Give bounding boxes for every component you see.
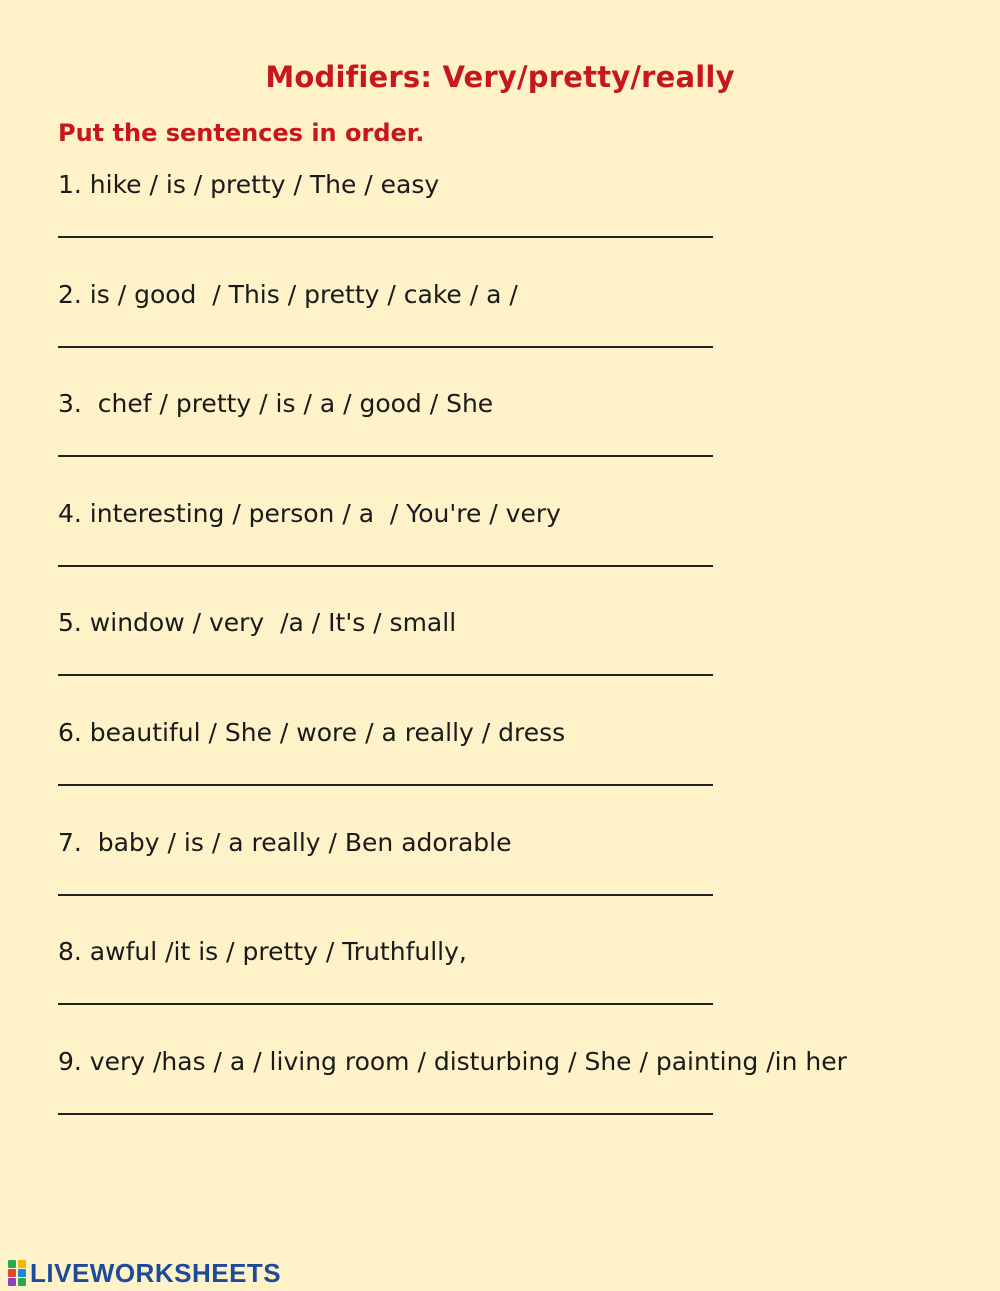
instruction-text: Put the sentences in order. bbox=[58, 119, 425, 147]
worksheet-title: Modifiers: Very/pretty/really bbox=[265, 60, 735, 94]
exercise-prompt: 5. window / very /a / It's / small bbox=[58, 608, 457, 637]
exercise-prompt: 3. chef / pretty / is / a / good / She bbox=[58, 389, 494, 418]
answer-input-6[interactable] bbox=[58, 784, 713, 786]
liveworksheets-logo-icon bbox=[8, 1260, 28, 1286]
exercise-item-2 bbox=[58, 280, 958, 370]
exercise-item-6 bbox=[58, 718, 958, 808]
exercise-item-9 bbox=[58, 1047, 958, 1137]
answer-input-7[interactable] bbox=[58, 894, 713, 896]
exercise-item-3 bbox=[58, 389, 958, 479]
answer-input-5[interactable] bbox=[58, 674, 713, 676]
exercise-prompt: 4. interesting / person / a / You're / very bbox=[58, 499, 561, 528]
answer-input-4[interactable] bbox=[58, 565, 713, 567]
exercise-prompt: 1. hike / is / pretty / The / easy bbox=[58, 170, 440, 199]
exercise-prompt: 8. awful /it is / pretty / Truthfully, bbox=[58, 937, 467, 966]
exercise-item-5 bbox=[58, 608, 958, 698]
answer-input-2[interactable] bbox=[58, 346, 713, 348]
liveworksheets-logo bbox=[8, 1258, 281, 1288]
exercise-item-4 bbox=[58, 499, 958, 589]
logo-wordmark: LIVEWORKSHEETS bbox=[30, 1257, 282, 1288]
exercise-prompt: 6. beautiful / She / wore / a really / dress bbox=[58, 718, 566, 747]
exercise-prompt: 9. very /has / a / living room / disturbing / She / painting /in her bbox=[58, 1047, 847, 1076]
answer-input-3[interactable] bbox=[58, 455, 713, 457]
exercise-item-7 bbox=[58, 828, 958, 918]
exercise-prompt: 7. baby / is / a really / Ben adorable bbox=[58, 828, 512, 857]
answer-input-8[interactable] bbox=[58, 1003, 713, 1005]
answer-input-9[interactable] bbox=[58, 1113, 713, 1115]
answer-input-1[interactable] bbox=[58, 236, 713, 238]
exercise-item-1 bbox=[58, 170, 958, 260]
exercise-item-8 bbox=[58, 937, 958, 1027]
exercise-prompt: 2. is / good / This / pretty / cake / a / bbox=[58, 280, 518, 309]
